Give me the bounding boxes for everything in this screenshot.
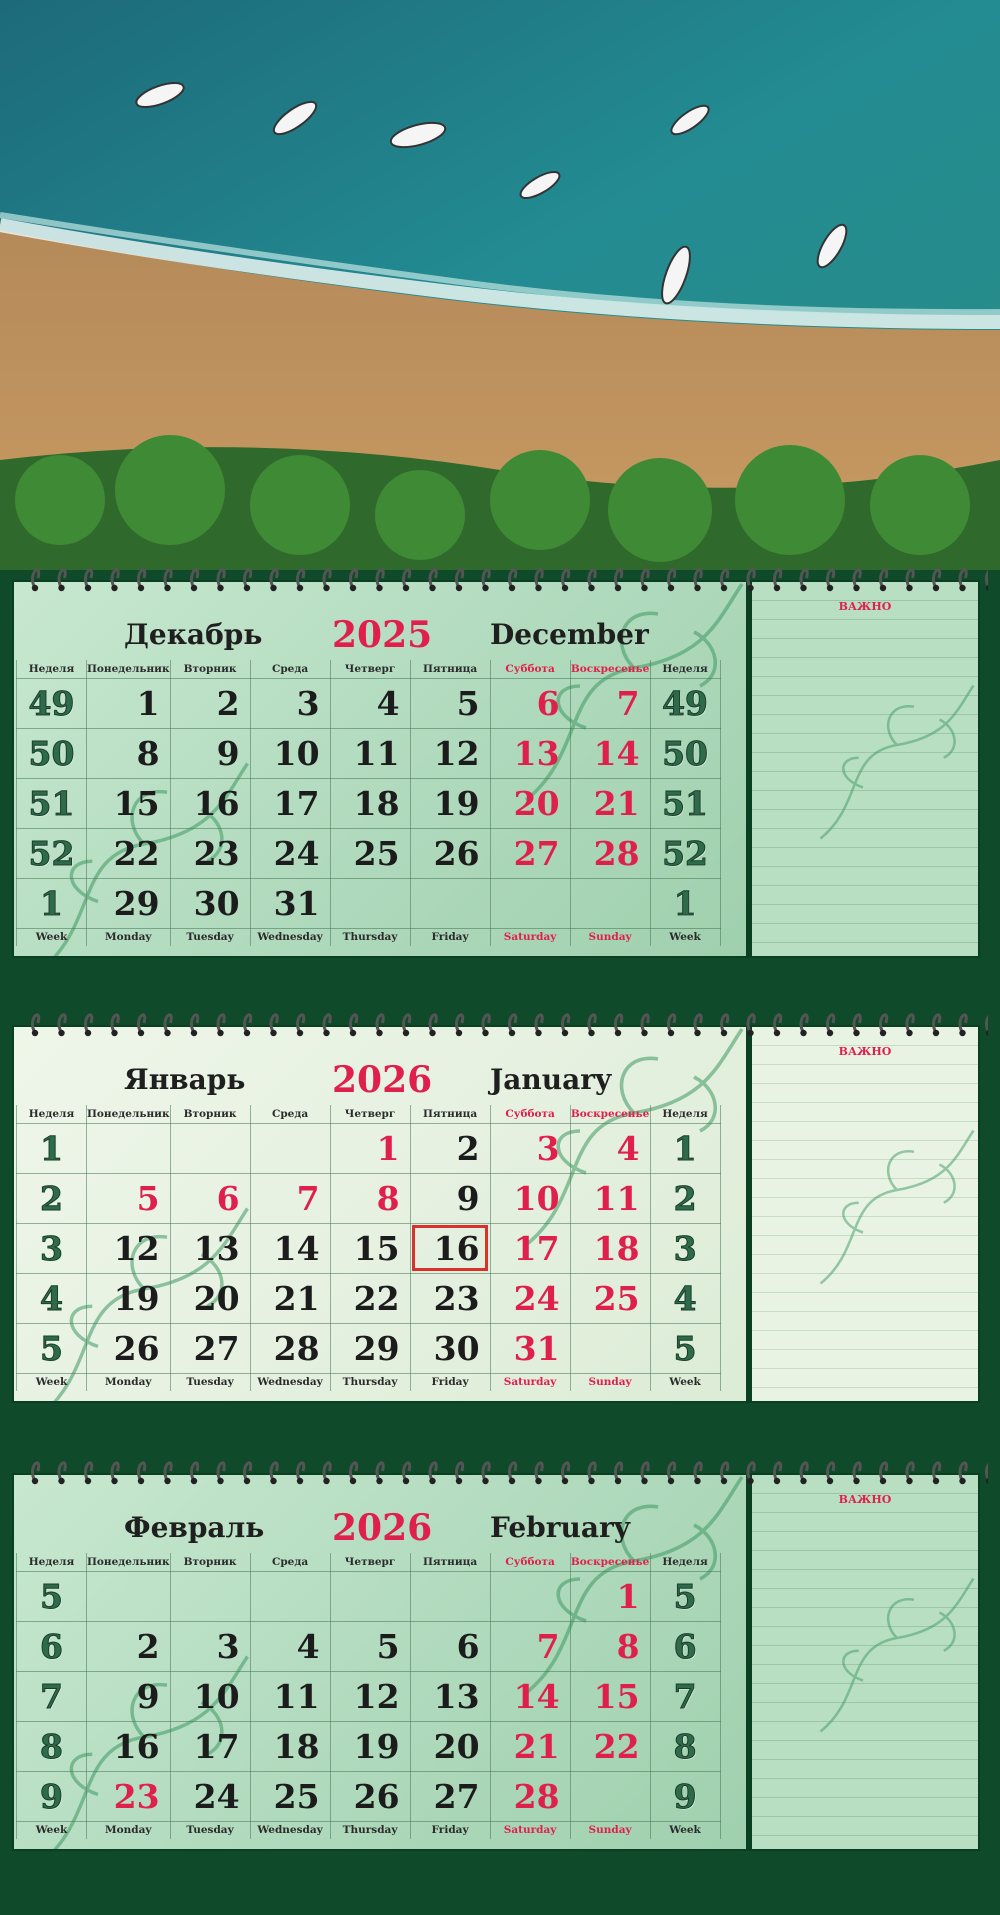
week-number: 1 — [17, 1123, 87, 1173]
week-number: 6 — [17, 1621, 87, 1671]
week-number: 5 — [17, 1571, 87, 1621]
week-row — [17, 728, 721, 778]
month-panel-february — [12, 1463, 980, 1851]
weekday-footer-en: Monday — [87, 1821, 171, 1839]
weekday-footer-en: Wednesday — [250, 1373, 330, 1391]
day-cell[interactable]: 23 — [170, 828, 250, 878]
weekday-footer-en: Saturday — [490, 1373, 570, 1391]
week-number: 50 — [650, 728, 720, 778]
weekday-header-row — [17, 660, 721, 678]
weekday-footer-en: Saturday — [490, 928, 570, 946]
weekday-footer-en: Tuesday — [170, 1821, 250, 1839]
weekday-header-row — [17, 1105, 721, 1123]
day-cell[interactable]: 17 — [250, 778, 330, 828]
day-cell[interactable]: 25 — [570, 1273, 650, 1323]
weekday-header-ru: Понедельник — [87, 1105, 171, 1123]
weekday-footer-en: Monday — [87, 1373, 171, 1391]
week-number: 1 — [650, 1123, 720, 1173]
weekday-header-ru: Неделя — [17, 1553, 87, 1571]
day-cell[interactable]: 15 — [87, 778, 171, 828]
weekday-footer-en: Tuesday — [170, 1373, 250, 1391]
weekday-header-row — [17, 1553, 721, 1571]
week-number: 3 — [17, 1223, 87, 1273]
day-cell[interactable]: 3 — [490, 1123, 570, 1173]
weekday-header-ru: Четверг — [330, 1105, 410, 1123]
day-cell[interactable]: 13 — [170, 1223, 250, 1273]
day-cell[interactable]: 10 — [250, 728, 330, 778]
spiral-binding — [28, 564, 988, 594]
day-cell[interactable]: 7 — [490, 1621, 570, 1671]
day-cell[interactable]: 25 — [330, 828, 410, 878]
weekday-header-ru: Суббота — [490, 660, 570, 678]
month-name-en: February — [490, 1511, 631, 1544]
weekday-header-ru: Неделя — [17, 1105, 87, 1123]
day-cell[interactable]: 28 — [490, 1771, 570, 1821]
day-cell[interactable]: 26 — [410, 828, 490, 878]
day-cell[interactable]: 29 — [87, 878, 171, 928]
beach-photo — [0, 0, 1000, 570]
day-cell[interactable]: 12 — [330, 1671, 410, 1721]
day-cell[interactable]: 4 — [570, 1123, 650, 1173]
week-number: 5 — [17, 1323, 87, 1373]
day-cell[interactable]: 20 — [410, 1721, 490, 1771]
day-cell[interactable]: 9 — [87, 1671, 171, 1721]
month-year: 2026 — [332, 1507, 433, 1549]
day-cell[interactable]: 27 — [490, 828, 570, 878]
calendar-grid-area — [14, 1475, 746, 1849]
week-row — [17, 1721, 721, 1771]
day-cell[interactable]: 24 — [490, 1273, 570, 1323]
day-cell[interactable] — [490, 878, 570, 928]
day-cell[interactable]: 22 — [87, 828, 171, 878]
week-row — [17, 1223, 721, 1273]
weekday-footer-row — [17, 1373, 721, 1391]
day-cell[interactable]: 2 — [410, 1123, 490, 1173]
day-cell[interactable]: 18 — [330, 778, 410, 828]
weekday-footer-en: Friday — [410, 1373, 490, 1391]
day-cell[interactable]: 12 — [410, 728, 490, 778]
day-cell[interactable]: 16 — [87, 1721, 171, 1771]
month-name-ru: Февраль — [124, 1511, 265, 1544]
month-panel-january — [12, 1015, 980, 1403]
day-cell[interactable] — [250, 1571, 330, 1621]
weekday-header-ru: Неделя — [17, 660, 87, 678]
day-cell[interactable]: 17 — [490, 1223, 570, 1273]
week-number: 6 — [650, 1621, 720, 1671]
day-cell[interactable]: 21 — [490, 1721, 570, 1771]
day-cell[interactable]: 30 — [170, 878, 250, 928]
day-cell[interactable]: 21 — [570, 778, 650, 828]
week-row — [17, 1571, 721, 1621]
month-panel-december — [12, 570, 980, 958]
weekday-header-ru: Вторник — [170, 1553, 250, 1571]
week-number: 52 — [17, 828, 87, 878]
weekday-footer-en: Tuesday — [170, 928, 250, 946]
month-name-en: January — [490, 1063, 612, 1096]
weekday-header-ru: Вторник — [170, 1105, 250, 1123]
month-grid — [16, 660, 721, 946]
week-row — [17, 1123, 721, 1173]
weekday-footer-en: Sunday — [570, 1373, 650, 1391]
day-cell[interactable]: 10 — [490, 1173, 570, 1223]
weekday-header-ru: Суббота — [490, 1553, 570, 1571]
day-cell[interactable]: 3 — [170, 1621, 250, 1671]
day-cell[interactable]: 28 — [250, 1323, 330, 1373]
weekday-footer-en: Week — [17, 1373, 87, 1391]
week-number: 9 — [650, 1771, 720, 1821]
week-number: 5 — [650, 1323, 720, 1373]
weekday-footer-en: Sunday — [570, 928, 650, 946]
day-cell[interactable]: 13 — [490, 728, 570, 778]
day-cell[interactable]: 19 — [410, 778, 490, 828]
day-cell[interactable] — [490, 1571, 570, 1621]
month-name-ru: Декабрь — [124, 618, 263, 651]
day-cell[interactable]: 11 — [570, 1173, 650, 1223]
week-row — [17, 1771, 721, 1821]
day-cell[interactable]: 1 — [330, 1123, 410, 1173]
week-number: 7 — [650, 1671, 720, 1721]
day-cell[interactable]: 8 — [330, 1173, 410, 1223]
weekday-header-ru: Понедельник — [87, 660, 171, 678]
day-cell[interactable]: 2 — [170, 678, 250, 728]
day-cell[interactable]: 30 — [410, 1323, 490, 1373]
swirl-ornament — [812, 1505, 982, 1805]
day-cell[interactable] — [570, 1323, 650, 1373]
weekday-header-ru: Вторник — [170, 660, 250, 678]
month-year: 2026 — [332, 1059, 433, 1101]
day-cell[interactable]: 22 — [330, 1273, 410, 1323]
day-cell[interactable] — [87, 1571, 171, 1621]
weekday-header-ru: Неделя — [650, 1105, 720, 1123]
week-row — [17, 1173, 721, 1223]
weekday-header-ru: Понедельник — [87, 1553, 171, 1571]
day-cell[interactable] — [87, 1123, 171, 1173]
day-cell[interactable]: 3 — [250, 678, 330, 728]
weekday-footer-en: Week — [650, 1373, 720, 1391]
calendar-grid-area — [14, 1027, 746, 1401]
day-cell[interactable]: 1 — [570, 1571, 650, 1621]
week-number: 3 — [650, 1223, 720, 1273]
day-cell[interactable] — [570, 1771, 650, 1821]
week-row — [17, 1323, 721, 1373]
weekday-footer-en: Friday — [410, 1821, 490, 1839]
day-cell[interactable] — [250, 1123, 330, 1173]
day-cell[interactable]: 21 — [250, 1273, 330, 1323]
weekday-footer-en: Week — [17, 1821, 87, 1839]
day-cell[interactable]: 29 — [330, 1323, 410, 1373]
day-cell[interactable]: 7 — [570, 678, 650, 728]
day-cell[interactable]: 15 — [330, 1223, 410, 1273]
day-cell[interactable]: 25 — [250, 1771, 330, 1821]
weekday-header-ru: Четверг — [330, 660, 410, 678]
month-title — [14, 616, 746, 656]
day-cell[interactable]: 13 — [410, 1671, 490, 1721]
weekday-header-ru: Суббота — [490, 1105, 570, 1123]
day-cell[interactable]: 26 — [330, 1771, 410, 1821]
week-number: 51 — [17, 778, 87, 828]
day-cell[interactable]: 10 — [170, 1671, 250, 1721]
day-cell[interactable]: 31 — [250, 878, 330, 928]
weekday-header-ru: Неделя — [650, 1553, 720, 1571]
notes-label: ВАЖНО — [838, 600, 892, 613]
day-cell[interactable]: 20 — [170, 1273, 250, 1323]
day-cell[interactable]: 11 — [330, 728, 410, 778]
week-number: 7 — [17, 1671, 87, 1721]
spiral-binding — [28, 1009, 988, 1039]
spiral-binding — [28, 1457, 988, 1487]
day-cell[interactable] — [170, 1123, 250, 1173]
weekday-footer-en: Thursday — [330, 1373, 410, 1391]
week-number: 8 — [650, 1721, 720, 1771]
day-cell[interactable] — [410, 1571, 490, 1621]
weekday-footer-en: Saturday — [490, 1821, 570, 1839]
day-cell[interactable]: 6 — [170, 1173, 250, 1223]
day-cell[interactable]: 15 — [570, 1671, 650, 1721]
notes-label: ВАЖНО — [838, 1045, 892, 1058]
week-number: 1 — [650, 878, 720, 928]
day-cell[interactable]: 11 — [250, 1671, 330, 1721]
day-cell[interactable]: 22 — [570, 1721, 650, 1771]
weekday-footer-en: Wednesday — [250, 928, 330, 946]
day-cell[interactable]: 16 — [170, 778, 250, 828]
day-cell[interactable]: 9 — [170, 728, 250, 778]
day-cell[interactable]: 20 — [490, 778, 570, 828]
day-cell[interactable]: 14 — [570, 728, 650, 778]
weekday-header-ru: Воскресенье — [570, 1105, 650, 1123]
day-cell[interactable]: 9 — [410, 1173, 490, 1223]
week-number: 49 — [17, 678, 87, 728]
day-cell[interactable] — [170, 1571, 250, 1621]
notes-area[interactable] — [752, 1475, 978, 1849]
week-row — [17, 878, 721, 928]
day-cell[interactable]: 19 — [87, 1273, 171, 1323]
day-cell[interactable]: 8 — [87, 728, 171, 778]
weekday-footer-en: Thursday — [330, 928, 410, 946]
month-title — [14, 1509, 746, 1549]
week-number: 2 — [17, 1173, 87, 1223]
day-cell[interactable]: 19 — [330, 1721, 410, 1771]
day-cell[interactable]: 23 — [87, 1771, 171, 1821]
day-cell[interactable] — [330, 1571, 410, 1621]
weekday-header-ru: Неделя — [650, 660, 720, 678]
week-number: 2 — [650, 1173, 720, 1223]
day-cell[interactable] — [570, 878, 650, 928]
month-name-ru: Январь — [124, 1063, 246, 1096]
week-number: 5 — [650, 1571, 720, 1621]
month-name-en: December — [490, 618, 649, 651]
day-cell[interactable] — [330, 878, 410, 928]
week-number: 52 — [650, 828, 720, 878]
week-row — [17, 1621, 721, 1671]
weekday-footer-en: Wednesday — [250, 1821, 330, 1839]
day-cell[interactable]: 4 — [250, 1621, 330, 1671]
weekday-header-ru: Пятница — [410, 660, 490, 678]
week-number: 9 — [17, 1771, 87, 1821]
day-cell[interactable]: 12 — [87, 1223, 171, 1273]
week-row — [17, 1671, 721, 1721]
day-cell[interactable]: 24 — [170, 1771, 250, 1821]
week-number: 49 — [650, 678, 720, 728]
weekday-header-ru: Среда — [250, 1553, 330, 1571]
weekday-footer-en: Week — [650, 1821, 720, 1839]
day-cell[interactable]: 5 — [330, 1621, 410, 1671]
day-cell[interactable]: 18 — [570, 1223, 650, 1273]
week-row — [17, 778, 721, 828]
weekday-footer-en: Week — [17, 928, 87, 946]
day-cell[interactable]: 14 — [250, 1223, 330, 1273]
today-day-cell[interactable]: 16 — [410, 1223, 490, 1273]
weekday-header-ru: Воскресенье — [570, 660, 650, 678]
weekday-header-ru: Воскресенье — [570, 1553, 650, 1571]
month-grid — [16, 1553, 721, 1839]
week-number: 1 — [17, 878, 87, 928]
week-number: 8 — [17, 1721, 87, 1771]
day-cell[interactable]: 1 — [87, 678, 171, 728]
day-cell[interactable]: 24 — [250, 828, 330, 878]
weekday-header-ru: Пятница — [410, 1105, 490, 1123]
day-cell[interactable]: 18 — [250, 1721, 330, 1771]
week-row — [17, 1273, 721, 1323]
day-cell[interactable]: 5 — [410, 678, 490, 728]
day-cell[interactable]: 28 — [570, 828, 650, 878]
month-title — [14, 1061, 746, 1101]
day-cell[interactable] — [410, 878, 490, 928]
weekday-footer-en: Sunday — [570, 1821, 650, 1839]
notes-label: ВАЖНО — [838, 1493, 892, 1506]
day-cell[interactable]: 7 — [250, 1173, 330, 1223]
weekday-footer-row — [17, 928, 721, 946]
week-number: 50 — [17, 728, 87, 778]
day-cell[interactable]: 14 — [490, 1671, 570, 1721]
day-cell[interactable]: 27 — [410, 1771, 490, 1821]
month-year: 2025 — [332, 614, 433, 656]
week-number: 51 — [650, 778, 720, 828]
day-cell[interactable]: 6 — [490, 678, 570, 728]
weekday-header-ru: Среда — [250, 660, 330, 678]
weekday-header-ru: Среда — [250, 1105, 330, 1123]
day-cell[interactable]: 26 — [87, 1323, 171, 1373]
weekday-footer-row — [17, 1821, 721, 1839]
week-row — [17, 678, 721, 728]
swirl-ornament — [812, 1057, 982, 1357]
notes-area[interactable] — [752, 1027, 978, 1401]
weekday-header-ru: Пятница — [410, 1553, 490, 1571]
day-cell[interactable]: 6 — [410, 1621, 490, 1671]
week-row — [17, 828, 721, 878]
day-cell[interactable]: 31 — [490, 1323, 570, 1373]
month-grid — [16, 1105, 721, 1391]
notes-area[interactable] — [752, 582, 978, 956]
weekday-footer-en: Monday — [87, 928, 171, 946]
weekday-footer-en: Friday — [410, 928, 490, 946]
day-cell[interactable]: 8 — [570, 1621, 650, 1671]
week-number: 4 — [17, 1273, 87, 1323]
day-cell[interactable]: 2 — [87, 1621, 171, 1671]
day-cell[interactable]: 23 — [410, 1273, 490, 1323]
weekday-footer-en: Thursday — [330, 1821, 410, 1839]
weekday-footer-en: Week — [650, 928, 720, 946]
week-number: 4 — [650, 1273, 720, 1323]
weekday-header-ru: Четверг — [330, 1553, 410, 1571]
swirl-ornament — [812, 612, 982, 912]
calendar-grid-area — [14, 582, 746, 956]
day-cell[interactable]: 5 — [87, 1173, 171, 1223]
day-cell[interactable]: 27 — [170, 1323, 250, 1373]
day-cell[interactable]: 17 — [170, 1721, 250, 1771]
day-cell[interactable]: 4 — [330, 678, 410, 728]
